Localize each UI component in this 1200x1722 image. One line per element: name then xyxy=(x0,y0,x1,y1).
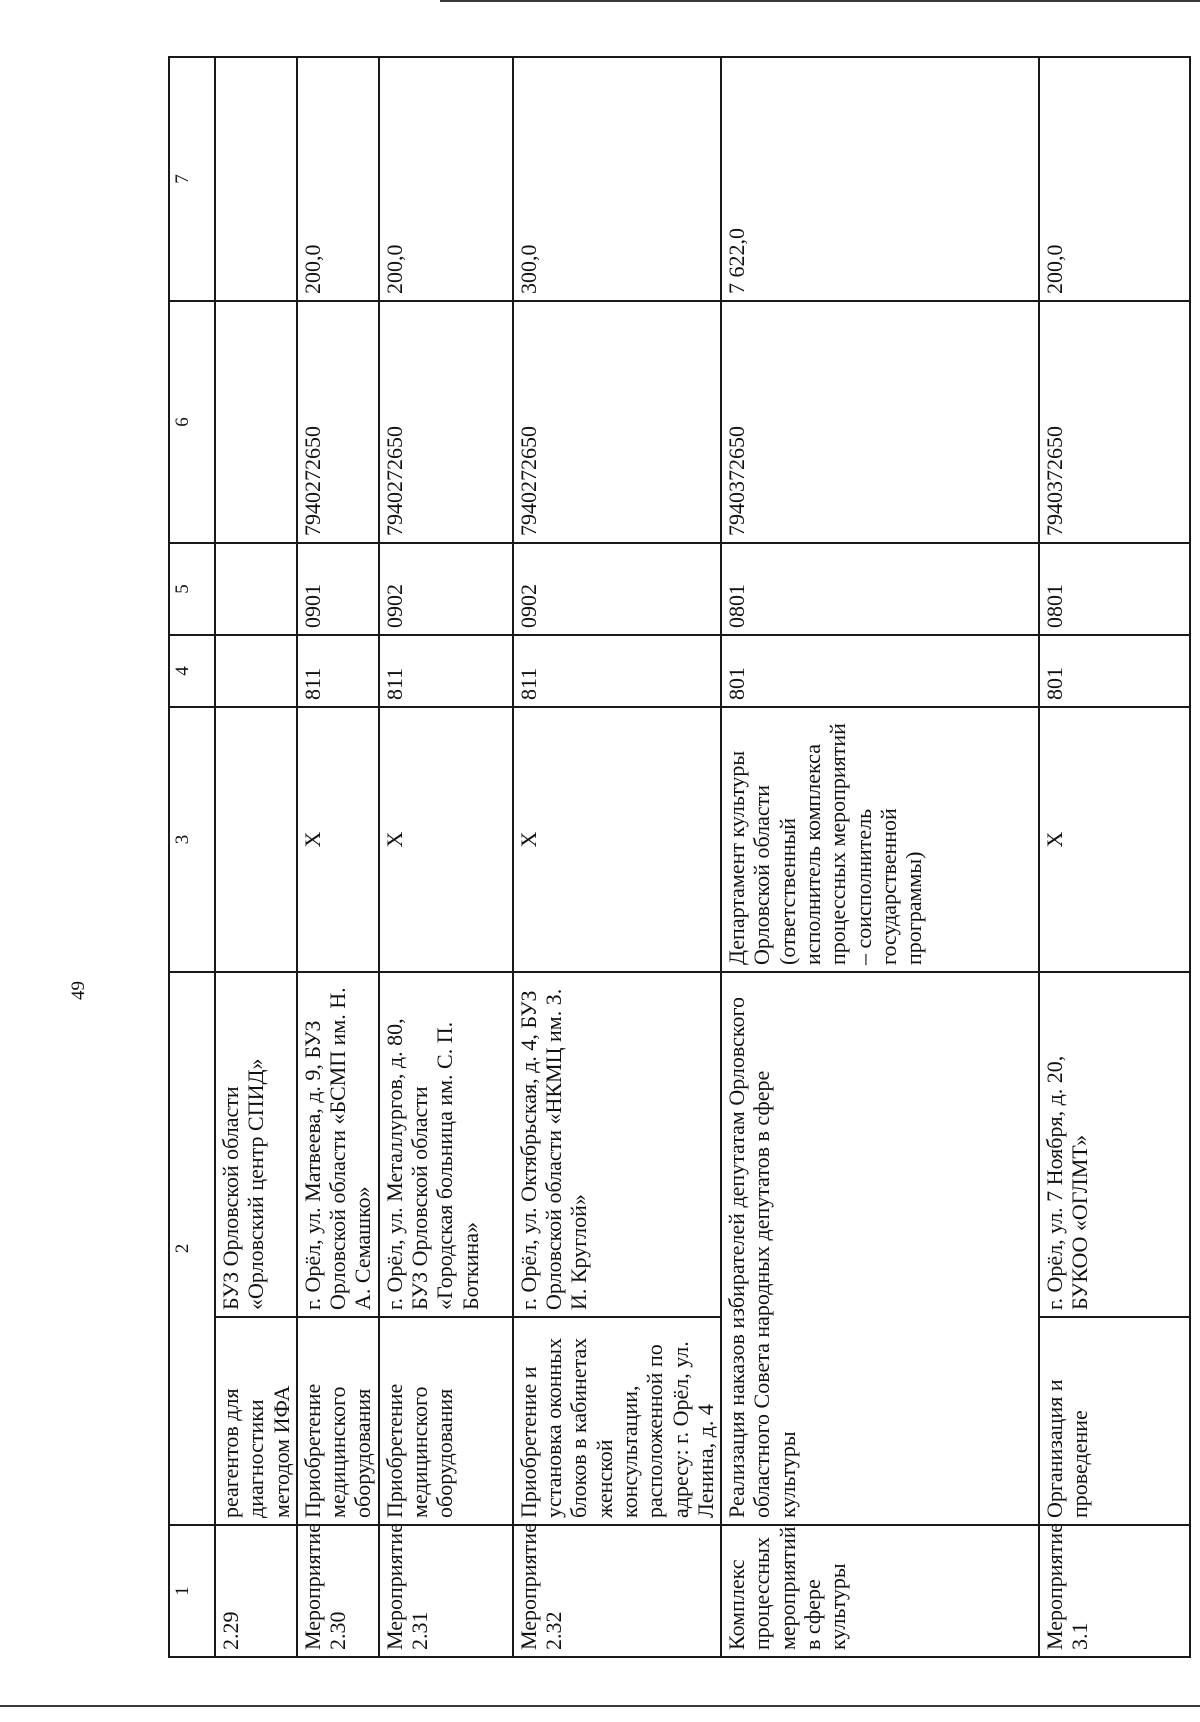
row-230-executor: X xyxy=(297,707,379,972)
row-232-code-4: 811 xyxy=(513,635,721,707)
header-col-2: 2 xyxy=(169,972,215,1525)
table-row xyxy=(513,57,721,1657)
row-31-id: Мероприятие 3.1 xyxy=(1039,1525,1190,1657)
table-row xyxy=(1039,57,1190,1657)
budget-table-rotated xyxy=(168,58,1118,1658)
complex-code-4: 801 xyxy=(721,635,1039,707)
row-31-amount: 200,0 xyxy=(1039,57,1190,301)
row-230-amount: 200,0 xyxy=(297,57,379,301)
header-col-3: 3 xyxy=(169,707,215,972)
row-31-code-4: 801 xyxy=(1039,635,1190,707)
header-row xyxy=(169,57,215,1657)
row-232-id: Мероприятие 2.32 xyxy=(513,1525,721,1657)
row-230-recipient: г. Орёл, ул. Матвеева, д. 9, БУЗ Орловской области «БСМП им. Н. А. Семашко» xyxy=(297,972,379,1317)
complex-amount: 7 622,0 xyxy=(721,57,1039,301)
row-232-code-5: 0902 xyxy=(513,543,721,635)
row-31-code-5: 0801 xyxy=(1039,543,1190,635)
row-31-recipient: г. Орёл, ул. 7 Ноября, д. 20, БУКОО «ОГЛМТ» xyxy=(1039,972,1190,1317)
table-row xyxy=(379,57,513,1657)
row-229-col5 xyxy=(215,543,297,635)
row-231-recipient: г. Орёл, ул. Металлургов, д. 80, БУЗ Орловской области «Городская больница им. С. П. Боткина» xyxy=(379,972,513,1317)
row-231-amount: 200,0 xyxy=(379,57,513,301)
table-row xyxy=(215,57,297,1657)
complex-code-6: 7940372650 xyxy=(721,301,1039,543)
row-229-col7 xyxy=(215,57,297,301)
row-231-code-5: 0902 xyxy=(379,543,513,635)
row-231-code-6: 7940272650 xyxy=(379,301,513,543)
row-229-col6 xyxy=(215,301,297,543)
row-230-code-5: 0901 xyxy=(297,543,379,635)
scan-edge-bottom xyxy=(0,1705,1200,1707)
row-232-executor: X xyxy=(513,707,721,972)
header-col-1: 1 xyxy=(169,1525,215,1657)
row-229-recipient: БУЗ Орловской области «Орловский центр СПИД» xyxy=(215,972,297,1317)
row-230-id: Мероприятие 2.30 xyxy=(297,1525,379,1657)
row-230-code-6: 7940272650 xyxy=(297,301,379,543)
row-231-executor: X xyxy=(379,707,513,972)
row-230-code-4: 811 xyxy=(297,635,379,707)
row-231-id: Мероприятие 2.31 xyxy=(379,1525,513,1657)
page-number: 49 xyxy=(68,981,89,1000)
row-229-activity: реагентов для диагностики методом ИФА xyxy=(215,1317,297,1525)
row-231-activity: Приобретение медицинского оборудования xyxy=(379,1317,513,1525)
budget-table xyxy=(168,56,1191,1658)
row-232-code-6: 7940272650 xyxy=(513,301,721,543)
table-row xyxy=(297,57,379,1657)
complex-id: Комплекс процессных мероприятий в сфере культуры xyxy=(721,1525,1039,1657)
complex-activity: Реализация наказов избирателей депутатам Орловского областного Совета народных депутатов в сфере культуры xyxy=(721,972,1039,1525)
row-232-activity: Приобретение и установка оконных блоков в кабинетах женской консультации, расположенной по адресу: г. Орёл, ул. Ленина, д. 4 xyxy=(513,1317,721,1525)
row-229-col4 xyxy=(215,635,297,707)
header-col-5: 5 xyxy=(169,543,215,635)
header-col-6: 6 xyxy=(169,301,215,543)
table-row xyxy=(721,57,1039,1657)
row-31-executor: X xyxy=(1039,707,1190,972)
complex-executor: Департамент культуры Орловской области (ответственный исполнитель комплекса процессных мероприятий – соисполнитель государственной программы) xyxy=(721,707,1039,972)
row-229-col3 xyxy=(215,707,297,972)
row-232-amount: 300,0 xyxy=(513,57,721,301)
row-230-activity: Приобретение медицинского оборудования xyxy=(297,1317,379,1525)
scan-edge-top xyxy=(440,0,1200,2)
row-232-recipient: г. Орёл, ул. Октябрьская, д. 4, БУЗ Орловской области «НКМЦ им. З. И. Круглой» xyxy=(513,972,721,1317)
complex-code-5: 0801 xyxy=(721,543,1039,635)
row-31-code-6: 7940372650 xyxy=(1039,301,1190,543)
row-231-code-4: 811 xyxy=(379,635,513,707)
header-col-7: 7 xyxy=(169,57,215,301)
row-31-activity: Организация и проведение xyxy=(1039,1317,1190,1525)
header-col-4: 4 xyxy=(169,635,215,707)
row-229-id: 2.29 xyxy=(215,1525,297,1657)
